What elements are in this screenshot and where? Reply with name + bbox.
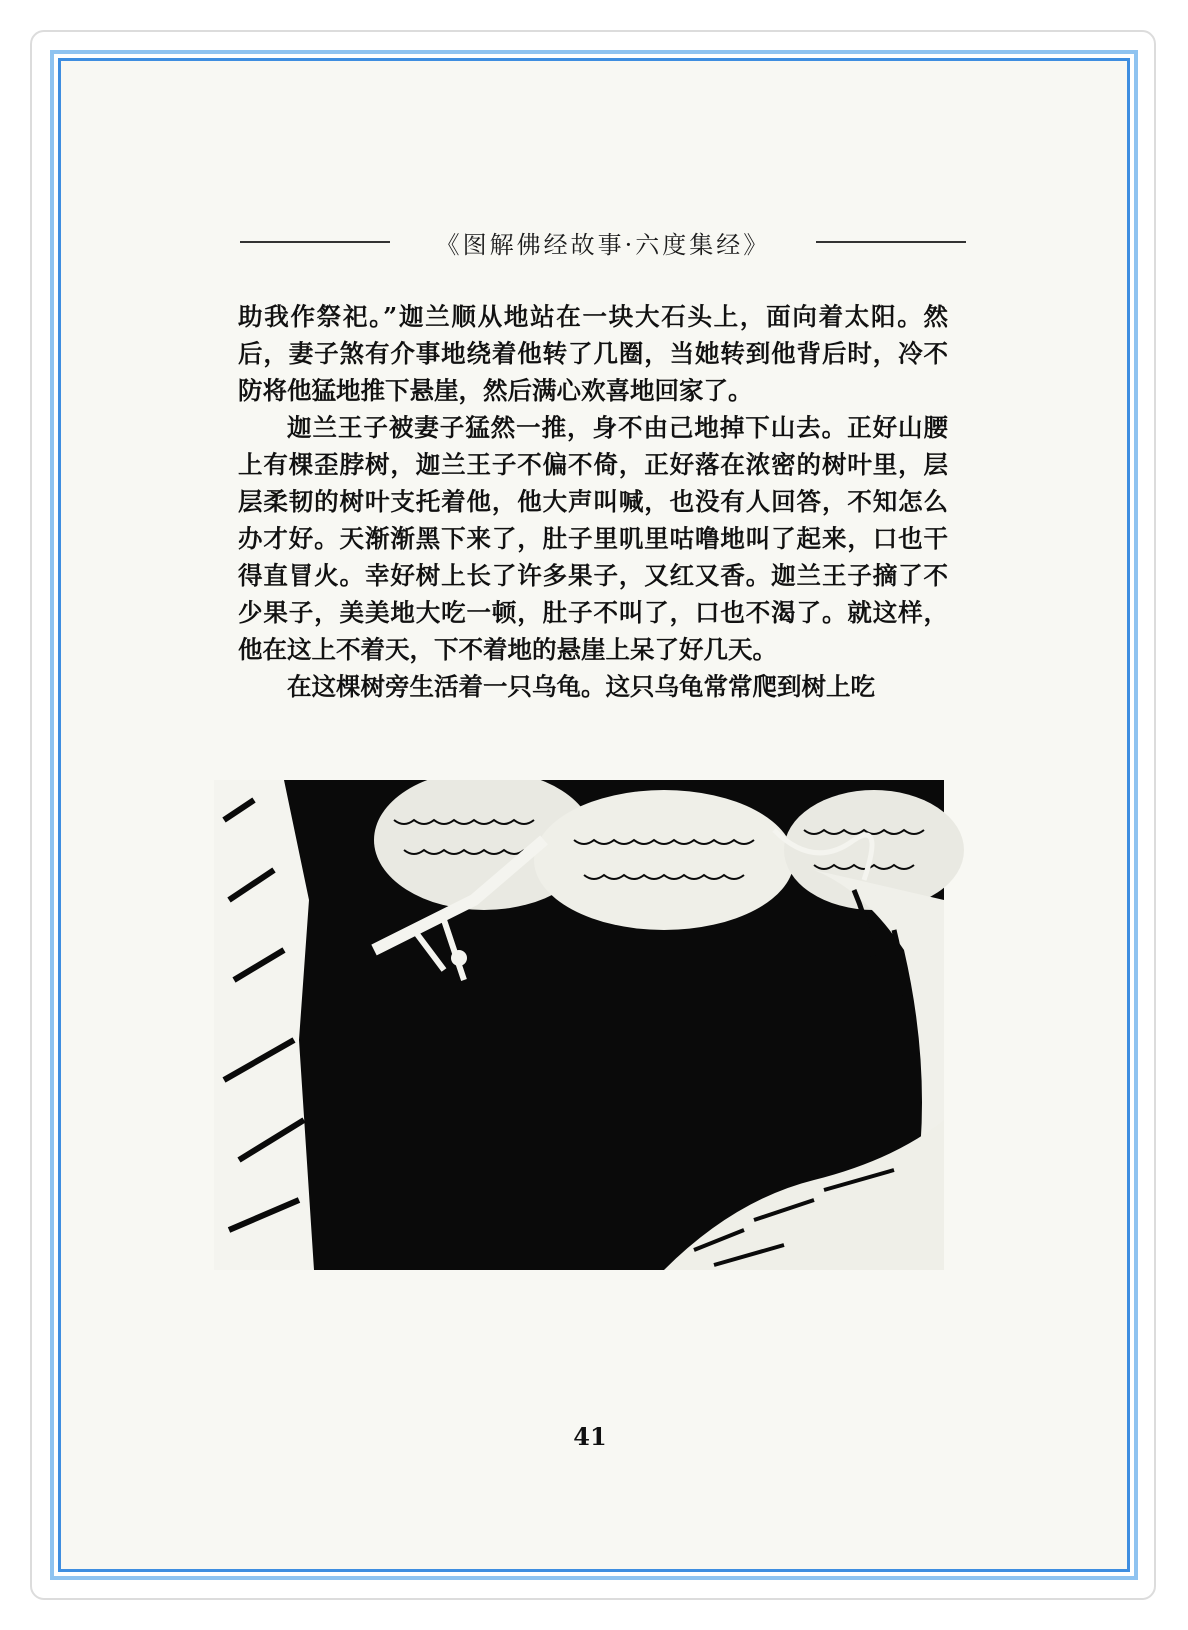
- running-header: [240, 222, 966, 262]
- cliff-left: [214, 780, 314, 1270]
- header-title: 《图解佛经故事·六度集经》: [435, 230, 771, 259]
- paragraph: 在这棵树旁生活着一只乌龟。这只乌龟常常爬到树上吃: [287, 672, 875, 701]
- woodcut-illustration: [214, 780, 984, 1310]
- header-rule-left: [240, 241, 390, 243]
- paragraph: 迦兰王子被妻子猛然一推，身不由己地掉下山去。正好山腰上有棵歪脖树，迦兰王子不偏不倚，正好落在浓密的树叶里，层层柔韧的树叶支托着他，他大声叫喊，也没有人回答，不知怎么办才好。天渐渐黑下来了，肚子里叽里咕噜地叫了起来，口也干得直冒火。幸好树上长了许多果子，又红又香。迦兰王子摘了不少果子，美美地大吃一顿，肚子不叫了，口也不渴了。就这样，他在这上不着天，下不着地的悬崖上呆了好几天。: [238, 413, 948, 664]
- header-rule-right: [816, 241, 966, 243]
- foliage-cluster-center: [534, 790, 794, 930]
- paragraph-continued: 助我作祭祀。”迦兰顺从地站在一块大石头上，面向着太阳。然后，妻子煞有介事地绕着他转了几圈，当她转到他背后时，冷不防将他猛地推下悬崖，然后满心欢喜地回家了。: [238, 302, 948, 405]
- page-number: 41: [573, 1422, 607, 1451]
- body-text: [238, 298, 948, 705]
- fruit: [451, 950, 467, 966]
